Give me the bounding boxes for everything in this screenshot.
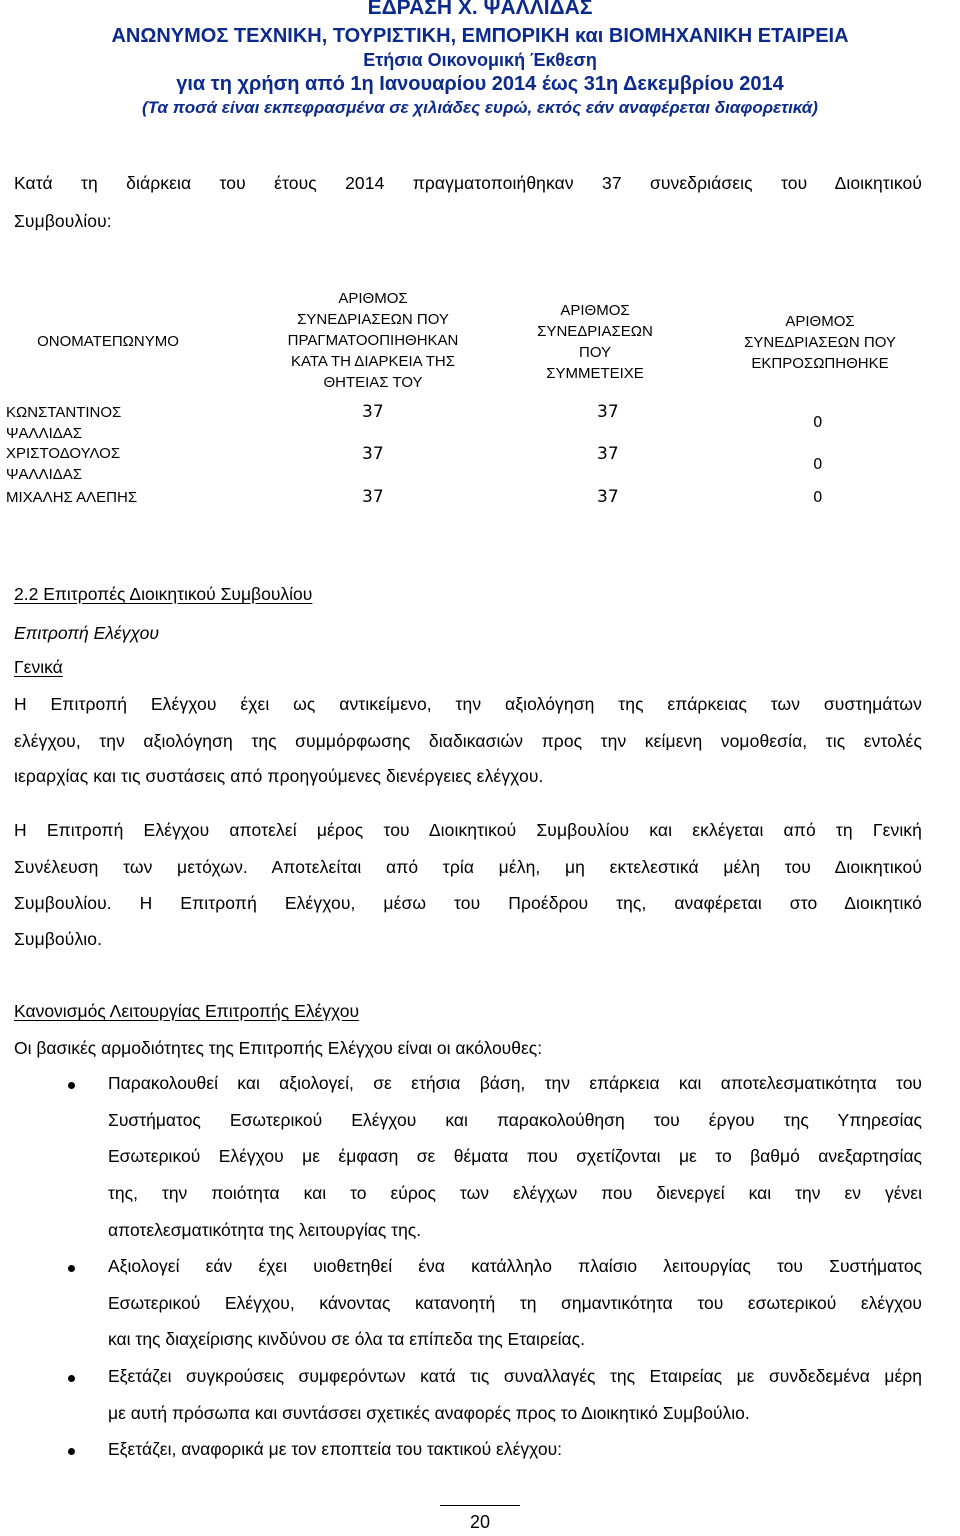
paragraph-line: Συμβουλίου. Η Επιτροπή Ελέγχου, μέσω του Προέδρου της, αναφέρεται στο Διοικητικό bbox=[14, 893, 922, 913]
paragraph-line: Συμβούλιο. bbox=[14, 929, 103, 949]
bullet-line: της, την ποιότητα και το εύρος των ελέγχων που διενεργεί και την εν γένει bbox=[108, 1183, 922, 1203]
bullet-line: αποτελεσματικότητα της λειτουργίας της. bbox=[108, 1220, 422, 1240]
table-header-line: ΣΥΝΕΔΡΙΑΣΕΩΝ bbox=[537, 323, 653, 340]
bullet-line: Εξετάζει συγκρούσεις συμφερόντων κατά τις συναλλαγές της Εταιρείας με συνδεδεμένα μέρη bbox=[108, 1366, 922, 1386]
footer-rule bbox=[440, 1505, 520, 1506]
table-cell-represented: 0 bbox=[813, 455, 823, 473]
header-period: για τη χρήση από 1η Ιανουαρίου 2014 έως 31η Δεκεμβρίου 2014 bbox=[176, 73, 784, 95]
table-header-held bbox=[228, 288, 518, 393]
table-row-name bbox=[6, 443, 120, 485]
header-currency-note: (Τα ποσά είναι εκπεφρασμένα σε χιλιάδες ευρώ, εκτός εάν αναφέρεται διαφορετικά) bbox=[142, 98, 818, 117]
table-row-name: ΜΙΧΑΛΗΣ ΑΛΕΠΗΣ bbox=[6, 489, 138, 506]
header-company-type: ΑΝΩΝΥΜΟΣ ΤΕΧΝΙΚΗ, ΤΟΥΡΙΣΤΙΚΗ, ΕΜΠΟΡΙΚΗ και ΒΙΟΜΗΧΑΝΙΚΗ ΕΤΑΙΡΕΙΑ bbox=[111, 25, 849, 47]
table-header-line: ΑΡΙΘΜΟΣ bbox=[560, 302, 630, 319]
table-cell: ΨΑΛΛΙΔΑΣ bbox=[6, 466, 83, 483]
bullet-icon bbox=[68, 1448, 75, 1455]
header-company-name: ΕΔΡΑΣΗ Χ. ΨΑΛΛΙΔΑΣ bbox=[367, 0, 593, 19]
section-heading: 2.2 Επιτροπές Διοικητικού Συμβουλίου bbox=[14, 584, 313, 604]
table-header-line: ΑΡΙΘΜΟΣ bbox=[785, 313, 855, 330]
subsection-heading: Επιτροπή Ελέγχου bbox=[14, 623, 159, 643]
table-header-line: ΠΟΥ bbox=[578, 344, 612, 361]
table-cell-represented: 0 bbox=[813, 413, 823, 431]
table-cell-held: 37 bbox=[362, 402, 384, 422]
table-header-line: ΕΚΠΡΟΣΩΠΗΘΗΚΕ bbox=[751, 355, 889, 372]
table-header-line: ΠΡΑΓΜΑΤΟΟΠΙΗΘΗΚΑΝ bbox=[287, 332, 459, 349]
bullet-line: και της διαχείρισης κινδύνου σε όλα τα επίπεδα της Εταιρείας. bbox=[108, 1329, 585, 1349]
table-header-line: ΣΥΝΕΔΡΙΑΣΕΩΝ ΠΟΥ bbox=[744, 334, 896, 351]
bullet-icon bbox=[68, 1375, 75, 1382]
table-header-line: ΘΗΤΕΙΑΣ ΤΟΥ bbox=[323, 374, 423, 391]
paragraph-line: ιεραρχίας και τις συστάσεις από προηγούμενες διενέργειες ελέγχου. bbox=[14, 766, 544, 786]
header-report-title: Ετήσια Οικονομική Έκθεση bbox=[363, 50, 597, 70]
bullet-line: Εσωτερικού Ελέγχου με έμφαση σε θέματα που σχετίζονται με το βαθμό ανεξαρτησίας bbox=[108, 1146, 922, 1166]
paragraph-line: Η Επιτροπή Ελέγχου αποτελεί μέρος του Διοικητικού Συμβουλίου και εκλέγεται από τη Γενική bbox=[14, 820, 922, 840]
paragraph-line: Συνέλευση των μετόχων. Αποτελείται από τρία μέλη, μη εκτελεστικά μέλη του Διοικητικού bbox=[14, 857, 922, 877]
bullet-icon bbox=[68, 1082, 75, 1089]
bullet-line: Εξετάζει, αναφορικά με τον εποπτεία του τακτικού ελέγχου: bbox=[108, 1439, 563, 1459]
bullet-line: Αξιολογεί εάν έχει υιοθετηθεί ένα κατάλληλο πλαίσιο λειτουργίας του Συστήματος bbox=[108, 1256, 922, 1276]
bullet-line: Παρακολουθεί και αξιολογεί, σε ετήσια βάση, την επάρκεια και αποτελεσματικότητα του bbox=[108, 1073, 922, 1093]
table-row-name bbox=[6, 402, 121, 444]
bullet-line: Συστήματος Εσωτερικού Ελέγχου και παρακολούθηση του έργου της Υπηρεσίας bbox=[108, 1110, 922, 1130]
table-cell: ΚΩΝΣΤΑΝΤΙΝΟΣ bbox=[6, 404, 122, 421]
rules-intro: Οι βασικές αρμοδιότητες της Επιτροπής Ελέγχου είναι οι ακόλουθες: bbox=[14, 1038, 543, 1058]
table-cell-held: 37 bbox=[362, 487, 384, 507]
table-header-attended bbox=[500, 300, 690, 384]
intro-line: Συμβουλίου: bbox=[14, 211, 112, 231]
table-cell-attended: 37 bbox=[597, 444, 619, 464]
bullet-line: Εσωτερικού Ελέγχου, κάνοντας κατανοητή τη σημαντικότητα του εσωτερικού ελέγχου bbox=[108, 1293, 922, 1313]
intro-line: Κατά τη διάρκεια του έτους 2014 πραγματοποιήθηκαν 37 συνεδριάσεις του Διοικητικού bbox=[14, 173, 922, 193]
general-label: Γενικά bbox=[14, 657, 63, 677]
table-cell-attended: 37 bbox=[597, 487, 619, 507]
page-number: 20 bbox=[469, 1512, 491, 1532]
table-header-line: ΣΥΝΕΔΡΙΑΣΕΩΝ ΠΟΥ bbox=[297, 311, 449, 328]
rules-heading: Κανονισμός Λειτουργίας Επιτροπής Ελέγχου bbox=[14, 1001, 360, 1021]
table-header-name: ΟΝΟΜΑΤΕΠΩΝΥΜΟ bbox=[37, 333, 179, 350]
table-header-line: ΚΑΤΑ ΤΗ ΔΙΑΡΚΕΙΑ ΤΗΣ bbox=[290, 353, 456, 370]
paragraph-line: Η Επιτροπή Ελέγχου έχει ως αντικείμενο, την αξιολόγηση της επάρκειας των συστημάτων bbox=[14, 694, 922, 714]
table-header-line: ΑΡΙΘΜΟΣ bbox=[338, 290, 408, 307]
table-header-represented bbox=[720, 311, 920, 374]
paragraph-line: ελέγχου, την αξιολόγηση της συμμόρφωσης διαδικασιών προς την κείμενη νομοθεσία, τις εντολές bbox=[14, 731, 922, 751]
bullet-line: με αυτή πρόσωπα και συντάσσει σχετικές αναφορές προς το Διοικητικό Συμβούλιο. bbox=[108, 1403, 750, 1423]
table-cell-held: 37 bbox=[362, 444, 384, 464]
table-cell: ΧΡΙΣΤΟΔΟΥΛΟΣ bbox=[6, 445, 121, 462]
table-cell: ΨΑΛΛΙΔΑΣ bbox=[6, 425, 83, 442]
bullet-icon bbox=[68, 1265, 75, 1272]
table-cell-represented: 0 bbox=[813, 488, 823, 506]
table-header-line: ΣΥΜΜΕΤΕΙΧΕ bbox=[546, 365, 644, 382]
table-cell-attended: 37 bbox=[597, 402, 619, 422]
